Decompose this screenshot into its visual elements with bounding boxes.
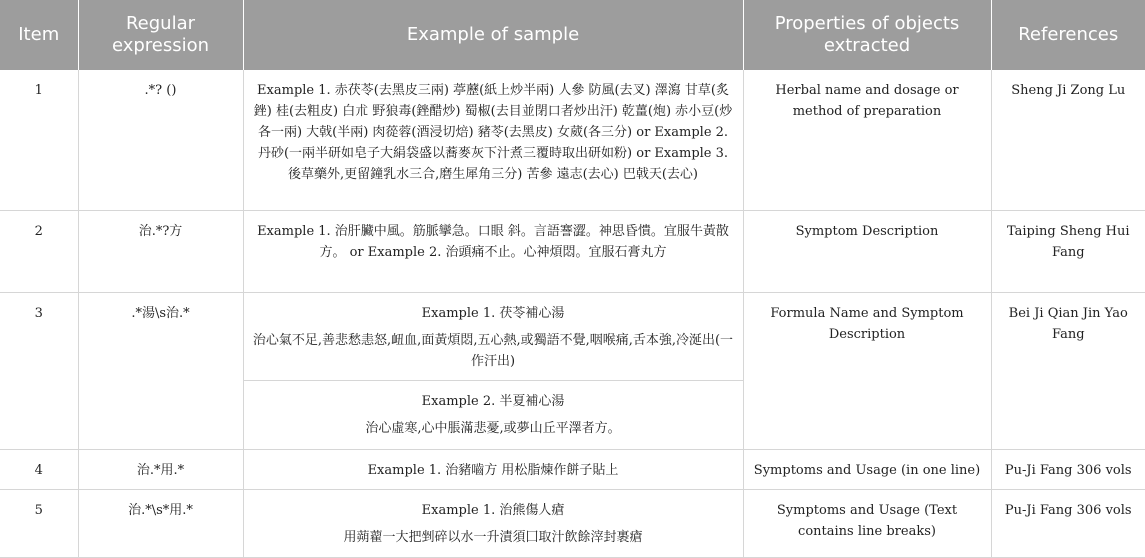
- cell-regex: .*湯\s治.*: [78, 293, 243, 450]
- header-properties: Properties of objects extracted: [743, 0, 991, 70]
- sample-text: 治心氣不足,善悲愁恚怒,衄血,面黃煩悶,五心熱,或獨語不覺,咽喉痛,舌本強,冷涎出(一作汗出): [252, 333, 734, 369]
- cell-sample: Example 1. 赤茯苓(去黑皮三兩) 葶藶(紙上炒半兩) 人參 防風(去叉) 澤瀉 甘草(炙銼) 桂(去粗皮) 白朮 野狼毒(銼醋炒) 蜀椒(去目並閉口者炒出汗) 乾薑(炮) 赤小豆(炒各一兩) 大戟(半兩) 肉蓯蓉(酒浸切焙) 豬苓(去黑皮) 女葳(各三分) or Example 2. 丹砂(一兩半研如皂子大絹袋盛以蕎麥灰下汁煮三覆時取出研如粉) or Example 3. 後草藥外,更留鐘乳水三合,磨生犀角三分) 苦參 遠志(去心) 巴戟天(去心): [243, 70, 743, 211]
- sample-title: Example 1. 治熊傷人瘡: [421, 503, 565, 518]
- cell-references: Pu-Ji Fang 306 vols: [991, 450, 1145, 490]
- sample-text: 治心虛寒,心中脹滿悲憂,或夢山丘平澤者方。: [365, 421, 621, 436]
- cell-item: 3: [0, 293, 78, 450]
- cell-item: 2: [0, 211, 78, 293]
- table-row: [0, 450, 1145, 490]
- cell-properties: Herbal name and dosage or method of preparation: [743, 70, 991, 211]
- cell-regex: 治.*用.*: [78, 450, 243, 490]
- cell-sample: Example 1. 治豬嚙方 用松脂煉作餅子貼上: [243, 450, 743, 490]
- cell-properties: Formula Name and Symptom Description: [743, 293, 991, 450]
- table-row: [0, 211, 1145, 293]
- table-row: [0, 70, 1145, 211]
- header-references: References: [991, 0, 1145, 70]
- cell-references: Bei Ji Qian Jin Yao Fang: [991, 293, 1145, 450]
- cell-item: 5: [0, 490, 78, 558]
- cell-regex: 治.*?方: [78, 211, 243, 293]
- cell-sample: [243, 490, 743, 558]
- sample-text: 用蒴藋一大把剉碎以水一升漬須囗取汁飲餘滓封裹瘡: [343, 530, 643, 545]
- cell-references: Taiping Sheng Hui Fang: [991, 211, 1145, 293]
- cell-properties: Symptoms and Usage (Text contains line breaks): [743, 490, 991, 558]
- header-regex: Regular expression: [78, 0, 243, 70]
- cell-sample: Example 1. 治肝臟中風。筋脈攣急。口眼 斜。言語謇澀。神思昏憒。宜服牛黃散方。 or Example 2. 治頭痛不止。心神煩悶。宜服石膏丸方: [243, 211, 743, 293]
- cell-sample: [243, 293, 743, 381]
- table-body: [0, 70, 1145, 558]
- table-row: [0, 293, 1145, 381]
- cell-regex: 治.*\s*用.*: [78, 490, 243, 558]
- cell-properties: Symptoms and Usage (in one line): [743, 450, 991, 490]
- cell-references: Pu-Ji Fang 306 vols: [991, 490, 1145, 558]
- cell-regex: .*? (): [78, 70, 243, 211]
- cell-sample: [243, 381, 743, 450]
- cell-properties: Symptom Description: [743, 211, 991, 293]
- cell-references: Sheng Ji Zong Lu: [991, 70, 1145, 211]
- cell-item: 1: [0, 70, 78, 211]
- table-header: [0, 0, 1145, 70]
- table-row: [0, 490, 1145, 558]
- sample-title: Example 2. 半夏補心湯: [421, 394, 565, 409]
- sample-title: Example 1. 茯苓補心湯: [421, 306, 565, 321]
- header-sample: Example of sample: [243, 0, 743, 70]
- header-item: Item: [0, 0, 78, 70]
- cell-item: 4: [0, 450, 78, 490]
- header-row: [0, 0, 1145, 70]
